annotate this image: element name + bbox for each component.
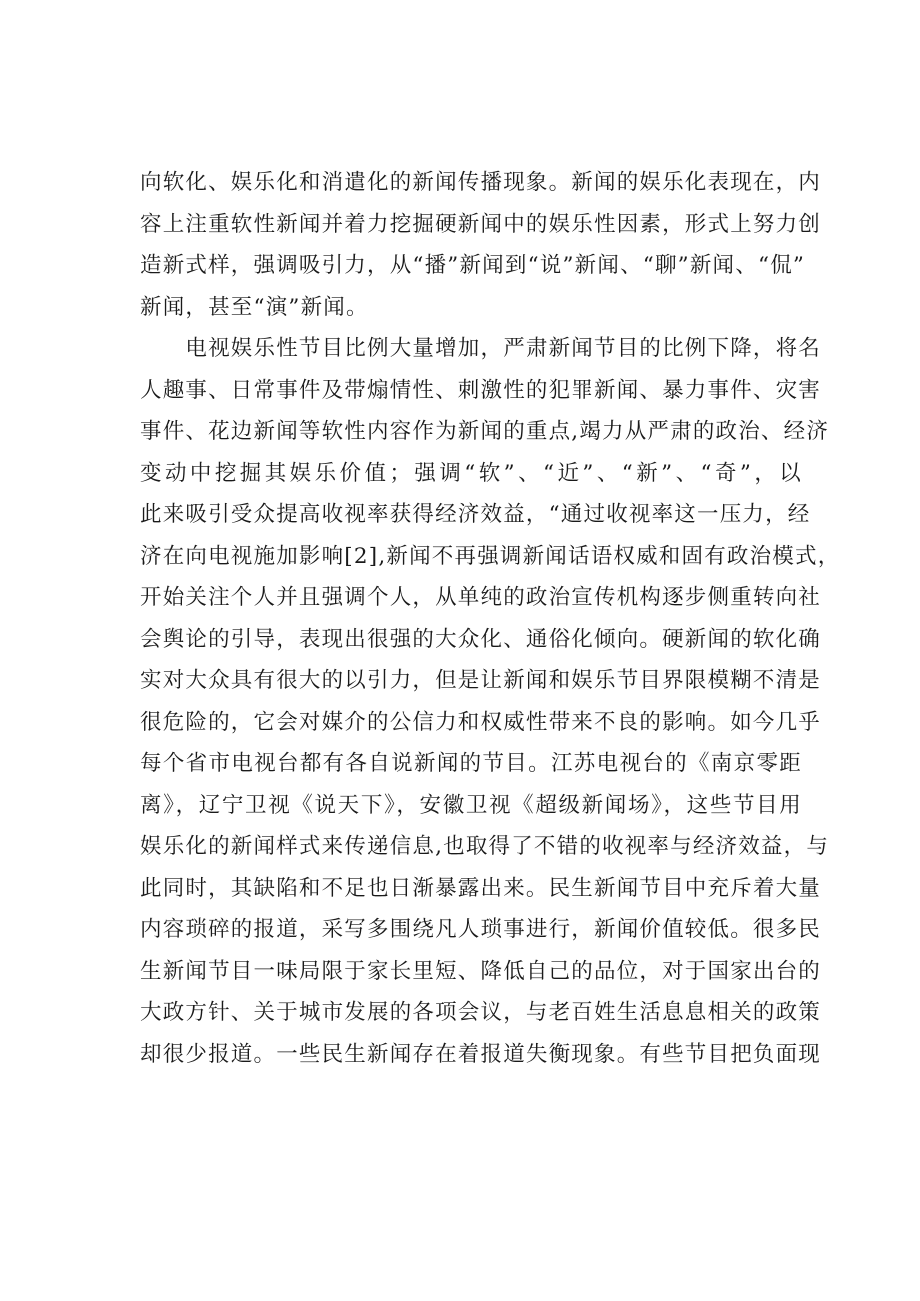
text-line: 生新闻节目一味局限于家长里短、降低自己的品位，对于国家出台的 xyxy=(140,958,822,984)
text-line: 造新式样，强调吸引力，从“播”新闻到“说”新闻、“聊”新闻、“侃” xyxy=(140,253,806,278)
text-line: 变动中挖掘其娱乐价值；强调“软”、“近”、“新”、“奇”，以 xyxy=(140,460,802,486)
paragraph xyxy=(140,162,822,328)
text-line: 济在向电视施加影响[2],新闻不再强调新闻话语权威和固有政治模式， xyxy=(140,543,841,569)
text-line: 此同时，其缺陷和不足也日渐暴露出来。民生新闻节目中充斥着大量 xyxy=(140,875,822,901)
text-line: 电视娱乐性节目比例大量增加，严肃新闻节目的比例下降，将名 xyxy=(140,336,822,361)
text-line: 离》，辽宁卫视《说天下》，安徽卫视《超级新闻场》，这些节目用 xyxy=(140,792,802,818)
text-line: 大政方针、关于城市发展的各项会议，与老百姓生活息息相关的政策 xyxy=(140,1000,822,1025)
paragraph xyxy=(140,328,841,1075)
text-line: 新闻，甚至“演”新闻。 xyxy=(140,294,369,320)
text-line: 却很少报道。一些民生新闻存在着报道失衡现象。有些节目把负面现 xyxy=(140,1041,822,1067)
text-line: 此来吸引受众提高收视率获得经济效益，“通过收视率这一压力，经 xyxy=(140,502,811,527)
text-line: 娱乐化的新闻样式来传递信息,也取得了不错的收视率与经济效益，与 xyxy=(140,834,830,859)
text-line: 会舆论的引导，表现出很强的大众化、通俗化倾向。硬新闻的软化确 xyxy=(140,626,822,652)
text-line: 每个省市电视台都有各自说新闻的节目。江苏电视台的《南京零距 xyxy=(140,751,802,776)
text-line: 人趣事、日常事件及带煽情性、刺激性的犯罪新闻、暴力事件、灾害 xyxy=(140,377,822,403)
text-line: 容上注重软性新闻并着力挖掘硬新闻中的娱乐性因素，形式上努力创 xyxy=(140,211,822,237)
text-line: 实对大众具有很大的以引力，但是让新闻和娱乐节目界限模糊不清是 xyxy=(140,668,822,693)
text-line: 内容琐碎的报道，采写多围绕凡人琐事进行，新闻价值较低。很多民 xyxy=(140,917,822,942)
text-line: 向软化、娱乐化和消遣化的新闻传播现象。新闻的娱乐化表现在，内 xyxy=(140,170,822,195)
text-line: 很危险的，它会对媒介的公信力和权威性带来不良的影响。如今几乎 xyxy=(140,709,822,735)
body-text xyxy=(140,162,841,1075)
text-line: 开始关注个人并且强调个人，从单纯的政治宣传机构逐步侧重转向社 xyxy=(140,585,822,610)
text-line: 事件、花边新闻等软性内容作为新闻的重点,竭力从严肃的政治、经济 xyxy=(140,419,830,444)
